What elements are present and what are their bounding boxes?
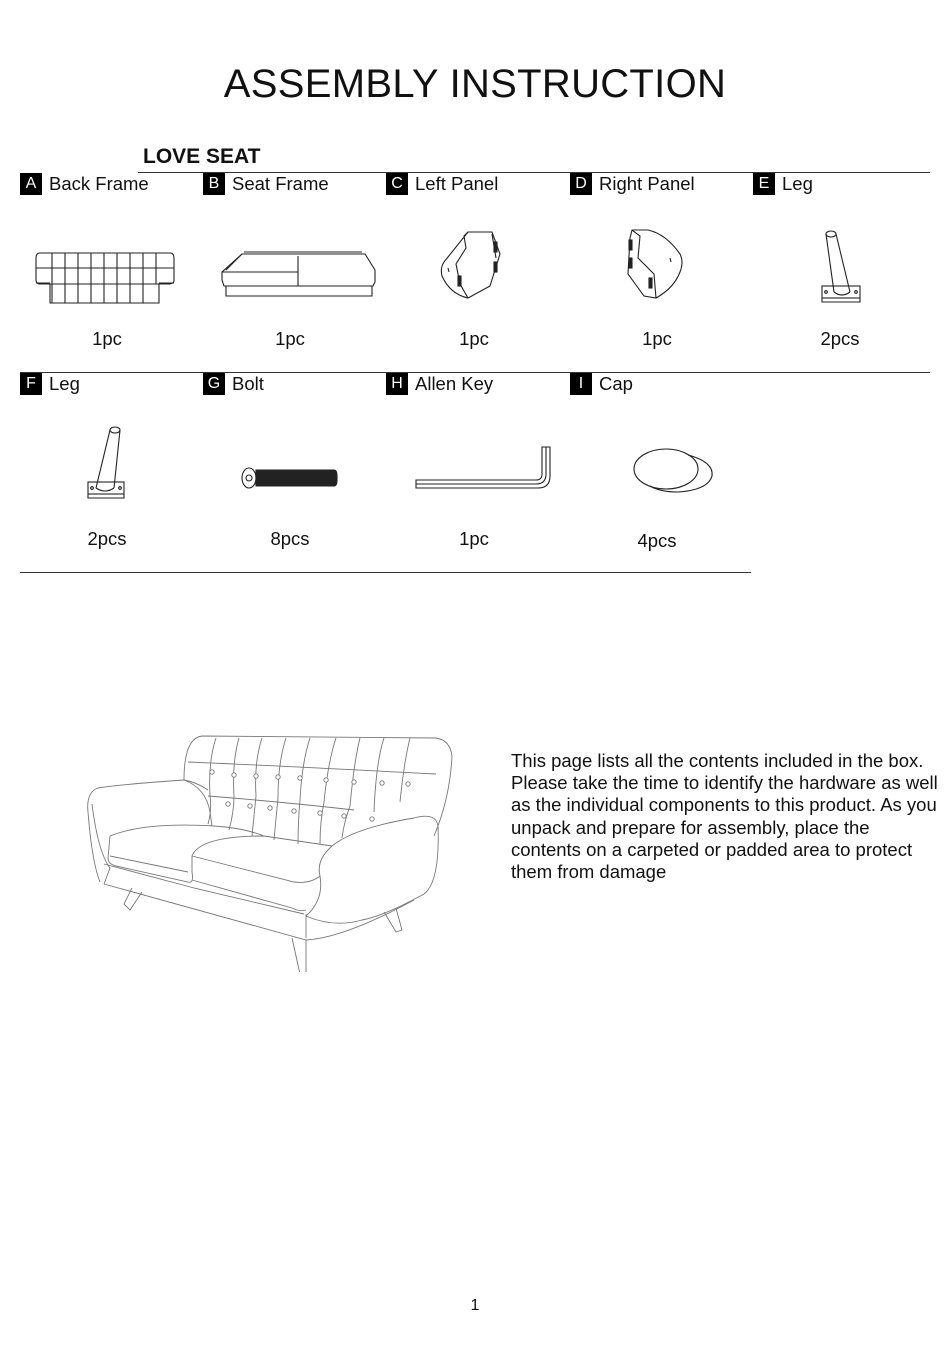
- leg-icon: [820, 228, 864, 304]
- part-name: Right Panel: [599, 173, 695, 194]
- part-letter-badge: I: [570, 373, 592, 395]
- part-quantity: 2pcs: [820, 328, 860, 349]
- love-seat-sofa-icon: [84, 732, 456, 972]
- page-title: ASSEMBLY INSTRUCTION: [223, 62, 727, 106]
- right-panel-icon: [626, 228, 688, 302]
- part-quantity: 4pcs: [637, 530, 677, 551]
- part-letter-badge: G: [203, 373, 225, 395]
- part-name: Allen Key: [415, 373, 494, 394]
- part-name: Seat Frame: [232, 173, 329, 194]
- part-name: Bolt: [232, 373, 264, 394]
- part-letter-badge: B: [203, 173, 225, 195]
- part-letter-badge: D: [570, 173, 592, 195]
- part-quantity: 1pc: [92, 328, 122, 349]
- part-name: Leg: [49, 373, 80, 394]
- left-panel-icon: [438, 228, 504, 302]
- leg-icon: [86, 424, 128, 500]
- part-quantity: 2pcs: [87, 528, 127, 549]
- part-quantity: 1pc: [459, 528, 489, 549]
- part-name: Left Panel: [415, 173, 499, 194]
- part-quantity: 1pc: [275, 328, 305, 349]
- part-quantity: 8pcs: [270, 528, 310, 549]
- allen-key-icon: [414, 444, 552, 494]
- part-quantity: 1pc: [459, 328, 489, 349]
- cap-icon: [632, 446, 716, 496]
- part-letter-badge: A: [20, 173, 42, 195]
- seat-frame-icon: [220, 250, 378, 300]
- part-name: Back Frame: [49, 173, 149, 194]
- part-name: Leg: [782, 173, 813, 194]
- part-name: Cap: [599, 373, 633, 394]
- part-letter-badge: F: [20, 373, 42, 395]
- page-number: 1: [470, 1297, 480, 1314]
- bolt-icon: [240, 464, 340, 494]
- part-letter-badge: H: [386, 373, 408, 395]
- divider-bottom: [20, 572, 751, 573]
- part-letter-badge: C: [386, 173, 408, 195]
- contents-description: This page lists all the contents included in the box. Please take the time to identify the hardware as well as the individual components to this product. As you unpack and prepare for assembly, place the contents on a carpeted or padded area to protect them from damage: [511, 750, 938, 883]
- product-subtitle: LOVE SEAT: [143, 145, 261, 168]
- part-quantity: 1pc: [642, 328, 672, 349]
- part-letter-badge: E: [753, 173, 775, 195]
- back-frame-icon: [34, 250, 176, 306]
